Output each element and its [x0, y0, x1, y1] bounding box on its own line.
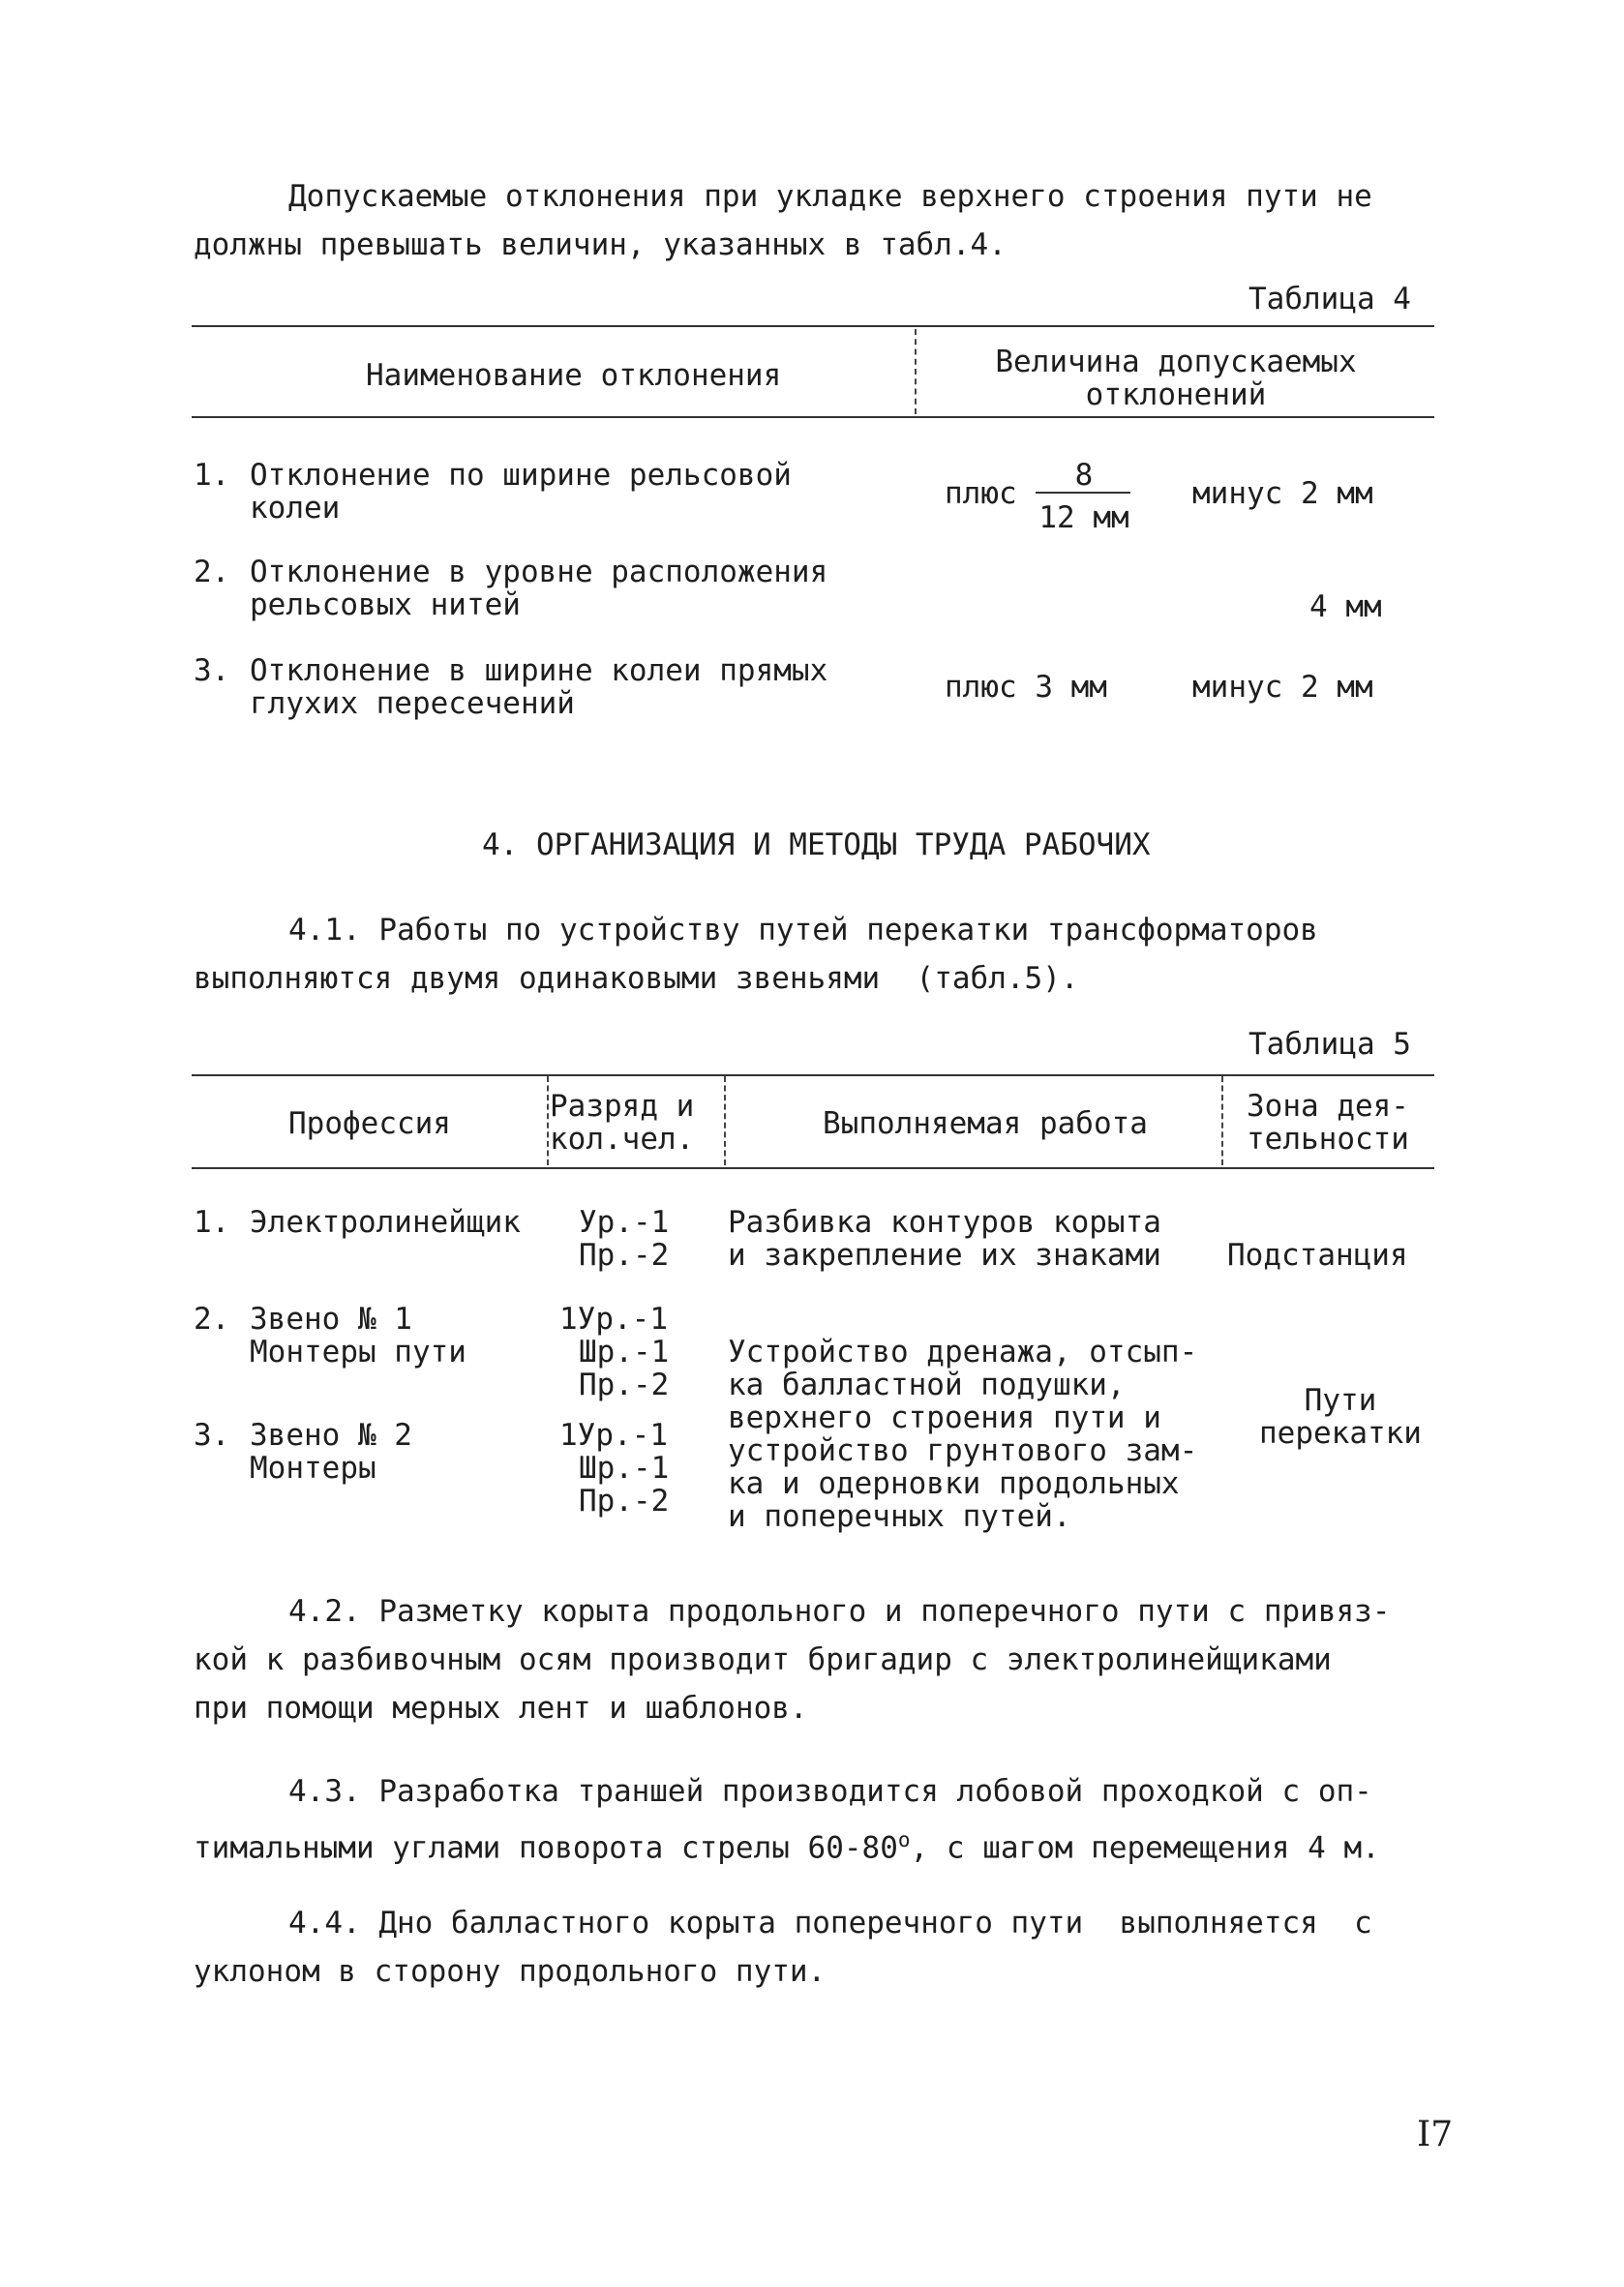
table5-row1-num: 1. [194, 1205, 230, 1240]
table4-row1-name-1: Отклонение по ширине рельсовой [250, 458, 792, 493]
table5-header-divider-3 [1221, 1076, 1223, 1165]
p43-line-1: 4.3. Разработка траншей производится лобовой проходкой с оп- [288, 1774, 1372, 1809]
table5-top-rule [192, 1074, 1434, 1076]
table5-row2-num: 2. [194, 1302, 230, 1337]
table4-header-name: Наименование отклонения [366, 358, 782, 393]
degree-superscript: о [897, 1828, 911, 1851]
table5-row2-rank-1: 1Ур.-1 [559, 1302, 668, 1337]
table5-header-rank-1: Разряд и [550, 1089, 695, 1124]
table4-row1-minus: минус 2 мм [1192, 476, 1373, 511]
table4-row1-plus-denominator: 12 мм [1038, 500, 1129, 535]
intro-line-2: должны превышать величин, указанных в табл.4. [194, 227, 1007, 262]
p42-line-1: 4.2. Разметку корыта продольного и поперечного пути с привяз- [288, 1594, 1391, 1629]
table4-row2-num: 2. [194, 555, 230, 589]
p41-line-2: выполняются двумя одинаковыми звеньями (табл.5). [194, 961, 1079, 996]
table5-row1-profession: Электролинейщик [250, 1205, 521, 1240]
p42-line-2: кой к разбивочным осям производит бригадир с электролинейщиками [194, 1642, 1332, 1677]
table5-shared-zone-1: Пути [1304, 1383, 1377, 1418]
table5-header-divider-2 [724, 1076, 726, 1165]
table5-shared-work-3: верхнего строения пути и [728, 1400, 1161, 1435]
table5-row1-work-1: Разбивка контуров корыта [728, 1205, 1161, 1240]
table5-row2-profession-2: Монтеры пути [250, 1335, 466, 1369]
table4-row3-name-2: глухих пересечений [250, 686, 575, 721]
table5-shared-work-4: устройство грунтового зам- [728, 1433, 1198, 1468]
table5-caption: Таблица 5 [1248, 1027, 1411, 1062]
table4-row2-name-2: рельсовых нитей [250, 587, 521, 622]
table5-row3-rank-1: 1Ур.-1 [559, 1418, 668, 1453]
p44-line-1: 4.4. Дно балластного корыта поперечного пути выполняется с [288, 1906, 1372, 1941]
table5-row2-profession-1: Звено № 1 [250, 1302, 412, 1337]
table4-row2-name-1: Отклонение в уровне расположения [250, 555, 828, 589]
table4-caption: Таблица 4 [1248, 282, 1411, 316]
table5-header-zone-1: Зона дея- [1247, 1089, 1409, 1124]
table5-row3-rank-2: Шр.-1 [579, 1451, 670, 1486]
table5-row3-rank-3: Пр.-2 [579, 1484, 670, 1519]
table5-header-rank-2: кол.чел. [550, 1122, 695, 1157]
p43-line-2-after: , с шагом перемещения 4 м. [910, 1830, 1380, 1866]
table4-row1-plus-numerator: 8 [1074, 458, 1094, 493]
table4-row3-name-1: Отклонение в ширине колеи прямых [250, 653, 828, 688]
table5-header-zone-2: тельности [1247, 1122, 1409, 1157]
table5-row2-rank-2: Шр.-1 [579, 1335, 670, 1369]
table5-row1-work-2: и закрепление их знаками [728, 1238, 1161, 1273]
table5-row3-num: 3. [194, 1418, 230, 1453]
table4-row1-num: 1. [194, 458, 230, 493]
table4-row3-minus: минус 2 мм [1192, 670, 1373, 705]
page-number: I7 [1417, 2115, 1454, 2154]
table5-row3-profession-2: Монтеры [250, 1451, 376, 1486]
table5-row3-profession-1: Звено № 2 [250, 1418, 412, 1453]
p43-line-2 [194, 1823, 1380, 1864]
table4-header-rule [192, 416, 1434, 418]
table5-shared-work-2: ка балластной подушки, [728, 1368, 1126, 1402]
table5-row1-rank-1: Ур.-1 [579, 1205, 670, 1240]
section4-heading: 4. ОРГАНИЗАЦИЯ И МЕТОДЫ ТРУДА РАБОЧИХ [482, 828, 1151, 862]
table5-shared-zone-2: перекатки [1259, 1416, 1422, 1451]
table5-shared-work-5: ка и одерновки продольных [728, 1466, 1180, 1501]
table5-row1-rank-2: Пр.-2 [579, 1238, 670, 1273]
table5-row2-rank-3: Пр.-2 [579, 1368, 670, 1402]
table4-header-divider [915, 329, 917, 414]
table4-row3-plus: плюс 3 мм [945, 670, 1107, 705]
table4-row1-fraction-bar [1036, 492, 1130, 494]
table5-shared-work-6: и поперечных путей. [728, 1499, 1071, 1534]
table5-header-work: Выполняемая работа [823, 1106, 1148, 1141]
p43-line-2-before: тимальными углами поворота стрелы 60-80 [194, 1830, 898, 1866]
table4-header-value-2: отклонений [1085, 377, 1267, 412]
p42-line-3: при помощи мерных лент и шаблонов. [194, 1691, 808, 1726]
table4-row1-plus-label: плюс [945, 476, 1017, 511]
table5-shared-work-1: Устройство дренажа, отсып- [728, 1335, 1198, 1369]
table5-header-rule [192, 1167, 1434, 1169]
table4-row1-name-2: колеи [250, 491, 341, 526]
p44-line-2: уклоном в сторону продольного пути. [194, 1954, 827, 1989]
table5-header-profession: Профессия [288, 1106, 451, 1141]
table5-header-divider-1 [547, 1076, 549, 1165]
intro-line-1: Допускаемые отклонения при укладке верхнего строения пути не [288, 179, 1372, 214]
table4-row3-num: 3. [194, 653, 230, 688]
table4-row2-value: 4 мм [1309, 589, 1382, 624]
p41-line-1: 4.1. Работы по устройству путей перекатки трансформаторов [288, 913, 1318, 948]
table5-row1-zone: Подстанция [1227, 1238, 1408, 1273]
table4-top-rule [192, 325, 1434, 327]
table4-header-value-1: Величина допускаемых [995, 345, 1357, 379]
